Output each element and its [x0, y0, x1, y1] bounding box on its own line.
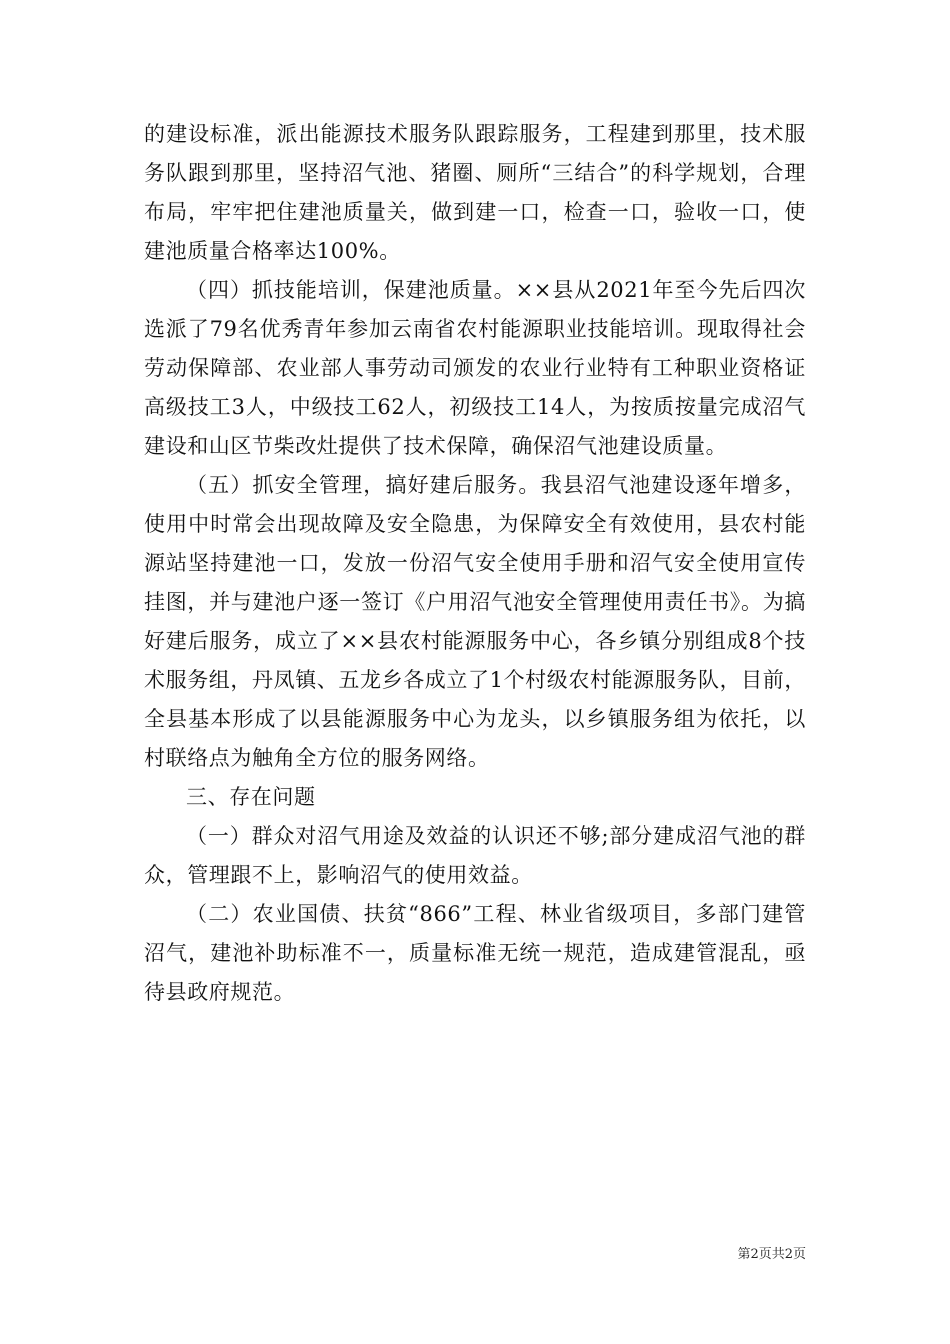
paragraph-problem-two: （二）农业国债、扶贫“866”工程、林业省级项目，多部门建管沼气，建池补助标准不一，质量标准无统一规范，造成建管混乱，亟待县政府规范。 [144, 902, 806, 1004]
paragraph-safety-management: （五）抓安全管理，搞好建后服务。我县沼气池建设逐年增多，使用中时常会出现故障及安全隐患，为保障安全有效使用，县农村能源站坚持建池一口，发放一份沼气安全使用手册和沼气安全使用宣传挂图，并与建池户逐一签订《户用沼气池安全管理使用责任书》。为搞好建后服务，成立了××县农村能源服务中心，各乡镇分别组成8个技术服务组，丹凤镇、五龙乡各成立了1个村级农村能源服务队，目前，全县基本形成了以县能源服务中心为龙头，以乡镇服务组为依托，以村联络点为触角全方位的服务网络。 [144, 473, 806, 770]
paragraph-continuation: 的建设标准，派出能源技术服务队跟踪服务，工程建到那里，技术服务队跟到那里，坚持沼气池、猪圈、厕所“三结合”的科学规划，合理布局，牢牢把住建池质量关，做到建一口，检查一口，验收一口，使建池质量合格率达100%。 [144, 122, 806, 263]
document-body [144, 115, 806, 1012]
page-number-footer: 第2页共2页 [737, 1247, 806, 1262]
section-heading-problems: 三、存在问题 [186, 785, 316, 809]
paragraph-problem-one: （一）群众对沼气用途及效益的认识还不够;部分建成沼气池的群众，管理跟不上，影响沼气的使用效益。 [144, 824, 806, 887]
paragraph-skills-training: （四）抓技能培训，保建池质量。××县从2021年至今先后四次选派了79名优秀青年参加云南省农村能源职业技能培训。现取得社会劳动保障部、农业部人事劳动司颁发的农业行业特有工种职业资格证高级技工3人，中级技工62人，初级技工14人，为按质按量完成沼气建设和山区节柴改灶提供了技术保障，确保沼气池建设质量。 [144, 278, 806, 458]
